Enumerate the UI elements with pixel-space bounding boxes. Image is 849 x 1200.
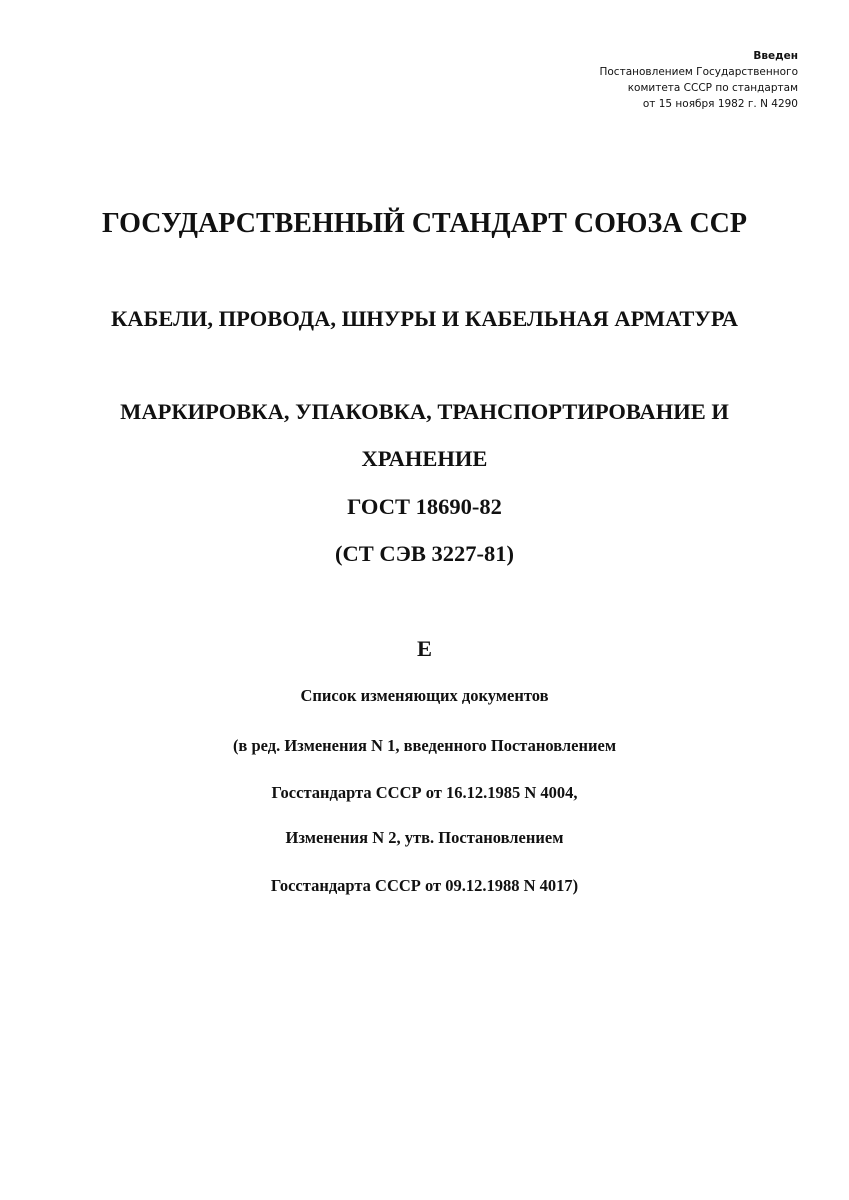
introduction-note (478, 48, 798, 112)
gost-number: ГОСТ 18690-82 (347, 494, 502, 519)
intro-note-line: Введен (753, 50, 798, 62)
st-sev-number: (СТ СЭВ 3227-81) (334, 541, 514, 566)
changes-list-line: Госстандарта СССР от 16.12.1985 N 4004, (271, 783, 578, 802)
changes-list-line: Изменения N 2, утв. Постановлением (285, 828, 564, 847)
changes-list-line: (в ред. Изменения N 1, введенного Постановлением (232, 736, 617, 755)
intro-note-line: от 15 ноября 1982 г. N 4290 (642, 98, 798, 110)
state-standard-heading: ГОСУДАРСТВЕННЫЙ СТАНДАРТ СОЮЗА ССР (102, 208, 747, 239)
intro-note-line: комитета СССР по стандартам (627, 82, 798, 94)
changes-list-line: Госстандарта СССР от 09.12.1988 N 4017) (270, 876, 579, 895)
title-line-1: МАРКИРОВКА, УПАКОВКА, ТРАНСПОРТИРОВАНИЕ И (120, 399, 729, 424)
intro-note-line: Постановлением Государственного (599, 66, 798, 78)
subject-heading: КАБЕЛИ, ПРОВОДА, ШНУРЫ И КАБЕЛЬНАЯ АРМАТУРА (110, 306, 739, 331)
changes-list-title: Список изменяющих документов (300, 686, 549, 705)
group-letter: Е (416, 636, 432, 661)
title-line-2: ХРАНЕНИЕ (361, 446, 488, 471)
